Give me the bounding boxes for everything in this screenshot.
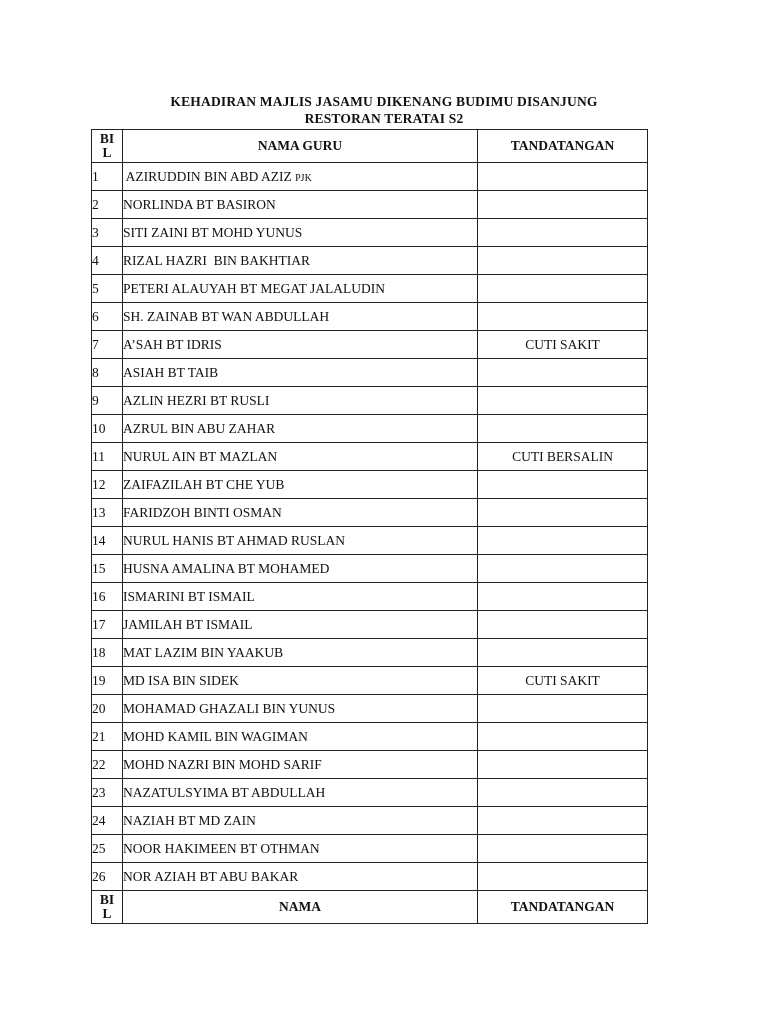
table-footer-row <box>92 891 648 924</box>
teacher-name-cell <box>123 611 478 639</box>
table-row <box>92 471 648 499</box>
signature-cell[interactable] <box>478 695 648 723</box>
teacher-name: RIZAL HAZRI BIN BAKHTIAR <box>123 252 310 268</box>
row-number: 18 <box>92 639 123 667</box>
row-number: 12 <box>92 471 123 499</box>
table-row <box>92 751 648 779</box>
row-number: 3 <box>92 219 123 247</box>
header-name: NAMA GURU <box>123 130 478 163</box>
row-number: 5 <box>92 275 123 303</box>
footer-bil <box>92 891 123 924</box>
teacher-name-cell <box>123 555 478 583</box>
teacher-name: NAZATULSYIMA BT ABDULLAH <box>123 784 326 800</box>
teacher-name-cell <box>123 191 478 219</box>
teacher-name-cell <box>123 387 478 415</box>
table-row <box>92 303 648 331</box>
row-number: 16 <box>92 583 123 611</box>
signature-cell[interactable]: CUTI BERSALIN <box>478 443 648 471</box>
signature-cell[interactable]: CUTI SAKIT <box>478 331 648 359</box>
table-row <box>92 527 648 555</box>
teacher-name-cell <box>123 219 478 247</box>
row-number: 1 <box>92 163 123 191</box>
signature-cell[interactable] <box>478 835 648 863</box>
row-number: 23 <box>92 779 123 807</box>
table-row <box>92 191 648 219</box>
teacher-name-cell <box>123 639 478 667</box>
teacher-name-cell <box>123 751 478 779</box>
table-row <box>92 219 648 247</box>
row-number: 25 <box>92 835 123 863</box>
table-row <box>92 835 648 863</box>
row-number: 11 <box>92 443 123 471</box>
teacher-name: MOHAMAD GHAZALI BIN YUNUS <box>123 700 336 716</box>
header-signature: TANDATANGAN <box>478 130 648 163</box>
table-row <box>92 275 648 303</box>
teacher-name: NOOR HAKIMEEN BT OTHMAN <box>123 840 320 856</box>
teacher-name: NURUL AIN BT MAZLAN <box>123 448 278 464</box>
signature-cell[interactable] <box>478 639 648 667</box>
signature-cell[interactable] <box>478 219 648 247</box>
teacher-name-cell <box>123 807 478 835</box>
attendance-table <box>91 129 648 924</box>
teacher-name-cell <box>123 863 478 891</box>
table-row <box>92 555 648 583</box>
teacher-name-cell <box>123 499 478 527</box>
teacher-role-suffix: PJK <box>295 172 312 184</box>
signature-cell[interactable] <box>478 191 648 219</box>
table-row <box>92 331 648 359</box>
row-number: 19 <box>92 667 123 695</box>
teacher-name: FARIDZOH BINTI OSMAN <box>123 504 282 520</box>
signature-cell[interactable] <box>478 723 648 751</box>
teacher-name-cell <box>123 275 478 303</box>
signature-cell[interactable] <box>478 499 648 527</box>
signature-cell[interactable] <box>478 611 648 639</box>
teacher-name-cell <box>123 667 478 695</box>
teacher-name-cell <box>123 359 478 387</box>
signature-cell[interactable] <box>478 247 648 275</box>
row-number: 6 <box>92 303 123 331</box>
signature-cell[interactable] <box>478 275 648 303</box>
table-row <box>92 723 648 751</box>
row-number: 10 <box>92 415 123 443</box>
table-row <box>92 359 648 387</box>
teacher-name: SH. ZAINAB BT WAN ABDULLAH <box>123 308 330 324</box>
document-subtitle: RESTORAN TERATAI S2 <box>304 111 464 126</box>
footer-name: NAMA <box>123 891 478 924</box>
teacher-name-cell <box>123 583 478 611</box>
teacher-name-cell <box>123 443 478 471</box>
teacher-name-cell <box>123 527 478 555</box>
row-number: 20 <box>92 695 123 723</box>
row-number: 2 <box>92 191 123 219</box>
teacher-name-cell <box>123 723 478 751</box>
teacher-name-cell <box>123 835 478 863</box>
signature-cell[interactable] <box>478 807 648 835</box>
table-row <box>92 163 648 191</box>
row-number: 22 <box>92 751 123 779</box>
teacher-name: JAMILAH BT ISMAIL <box>123 616 253 632</box>
teacher-name: NURUL HANIS BT AHMAD RUSLAN <box>123 532 346 548</box>
row-number: 4 <box>92 247 123 275</box>
row-number: 17 <box>92 611 123 639</box>
signature-cell[interactable] <box>478 471 648 499</box>
signature-cell[interactable] <box>478 555 648 583</box>
header-bil-top: BI <box>99 131 115 146</box>
document-title: KEHADIRAN MAJLIS JASAMU DIKENANG BUDIMU DISANJUNG <box>170 94 598 109</box>
teacher-name: ZAIFAZILAH BT CHE YUB <box>123 476 285 492</box>
header-bil <box>92 130 123 163</box>
teacher-name: MD ISA BIN SIDEK <box>123 672 239 688</box>
signature-cell[interactable] <box>478 863 648 891</box>
table-row <box>92 863 648 891</box>
teacher-name-cell <box>123 331 478 359</box>
signature-cell[interactable] <box>478 751 648 779</box>
teacher-name-cell <box>123 303 478 331</box>
row-number: 8 <box>92 359 123 387</box>
signature-cell[interactable] <box>478 387 648 415</box>
teacher-name-cell <box>123 471 478 499</box>
footer-signature: TANDATANGAN <box>478 891 648 924</box>
teacher-name: NAZIAH BT MD ZAIN <box>123 812 256 828</box>
header-bil-bottom: L <box>102 145 112 160</box>
signature-cell[interactable] <box>478 583 648 611</box>
teacher-name: PETERI ALAUYAH BT MEGAT JALALUDIN <box>123 280 385 296</box>
teacher-name: NOR AZIAH BT ABU BAKAR <box>123 868 299 884</box>
teacher-name: ASIAH BT TAIB <box>123 364 219 380</box>
table-row <box>92 611 648 639</box>
signature-cell[interactable] <box>478 359 648 387</box>
signature-cell[interactable] <box>478 163 648 191</box>
signature-cell[interactable] <box>478 527 648 555</box>
row-number: 21 <box>92 723 123 751</box>
table-row <box>92 583 648 611</box>
teacher-name: AZIRUDDIN BIN ABD AZIZ <box>123 168 292 184</box>
signature-cell[interactable]: CUTI SAKIT <box>478 667 648 695</box>
teacher-name: ISMARINI BT ISMAIL <box>123 588 255 604</box>
table-row <box>92 499 648 527</box>
footer-bil-top: BI <box>99 892 115 907</box>
row-number: 7 <box>92 331 123 359</box>
row-number: 13 <box>92 499 123 527</box>
row-number: 9 <box>92 387 123 415</box>
teacher-name: NORLINDA BT BASIRON <box>123 196 276 212</box>
teacher-name-cell <box>123 247 478 275</box>
footer-bil-bottom: L <box>102 906 112 921</box>
table-body <box>92 163 648 891</box>
row-number: 14 <box>92 527 123 555</box>
table-row <box>92 443 648 471</box>
teacher-name: MAT LAZIM BIN YAAKUB <box>123 644 284 660</box>
table-row <box>92 667 648 695</box>
teacher-name-cell <box>123 695 478 723</box>
teacher-name: AZLIN HEZRI BT RUSLI <box>123 392 270 408</box>
signature-cell[interactable] <box>478 779 648 807</box>
table-row <box>92 247 648 275</box>
row-number: 24 <box>92 807 123 835</box>
table-row <box>92 639 648 667</box>
row-number: 26 <box>92 863 123 891</box>
teacher-name: MOHD NAZRI BIN MOHD SARIF <box>123 756 322 772</box>
signature-cell[interactable] <box>478 415 648 443</box>
teacher-name-cell <box>123 779 478 807</box>
table-row <box>92 415 648 443</box>
table-row <box>92 807 648 835</box>
table-row <box>92 695 648 723</box>
teacher-name: AZRUL BIN ABU ZAHAR <box>123 420 276 436</box>
teacher-name-cell <box>123 415 478 443</box>
table-row <box>92 779 648 807</box>
teacher-name: A’SAH BT IDRIS <box>123 336 222 352</box>
teacher-name: HUSNA AMALINA BT MOHAMED <box>123 560 330 576</box>
table-header-row <box>92 130 648 163</box>
teacher-name-cell <box>123 163 478 191</box>
row-number: 15 <box>92 555 123 583</box>
teacher-name: MOHD KAMIL BIN WAGIMAN <box>123 728 308 744</box>
teacher-name: SITI ZAINI BT MOHD YUNUS <box>123 224 303 240</box>
signature-cell[interactable] <box>478 303 648 331</box>
table-row <box>92 387 648 415</box>
